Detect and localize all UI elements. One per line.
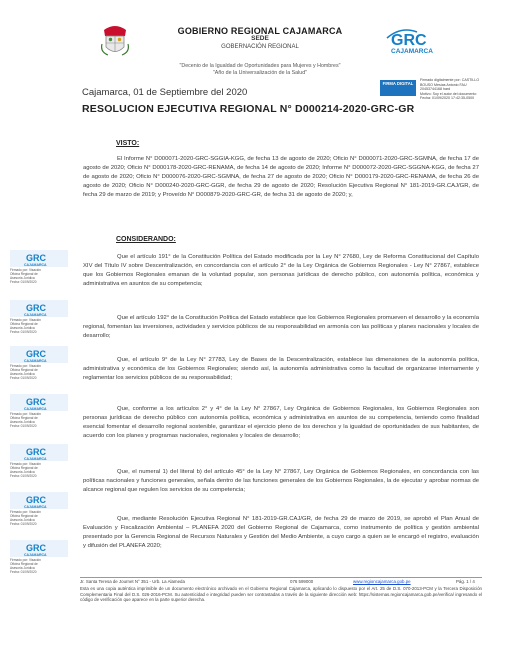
svg-text:GRC: GRC	[26, 303, 46, 313]
visa-stamp	[10, 444, 68, 478]
svg-text:GRC: GRC	[26, 397, 46, 407]
year-line-1: "Decenio de la Igualdad de Oportunidades para Mujeres y Hombres"	[179, 63, 341, 69]
visto-paragraph	[83, 155, 479, 200]
visa-stamp	[10, 492, 68, 526]
paragraph	[83, 468, 479, 495]
svg-text:CAJAMARCA: CAJAMARCA	[24, 553, 47, 557]
paragraph	[83, 405, 479, 441]
year-line-2: "Año de la Universalización de la Salud"	[212, 70, 308, 76]
paragraph-text: Que, el numeral 1) del literal b) del artículo 45° de la Ley N° 27867, Ley Orgánica de Gobiernos Regionales, en concordancia con las políticas nacionales y funciones generales, señala dentro de las funciones generales de los Gobiernos Regionales, la de ejecutar y aprobar normas de alcance regional que regulen los servicios de su competencia;	[83, 469, 479, 493]
stamp-text: Firmado por: Visación Oficina Regional de Asesoría Jurídica Fecha: 01/09/2020	[10, 364, 41, 380]
svg-text:CAJAMARCA: CAJAMARCA	[24, 263, 47, 267]
grc-stamp-logo	[10, 300, 68, 317]
signature-line: BOUSO Mesías Antonio FAU	[420, 82, 467, 87]
grc-stamp-logo	[10, 346, 68, 363]
paragraph	[83, 253, 479, 289]
grc-stamp-logo	[10, 394, 68, 411]
visa-stamp	[10, 540, 68, 574]
grc-stamp-logo	[10, 492, 68, 509]
grc-stamp-logo	[10, 540, 68, 557]
svg-text:CAJAMARCA: CAJAMARCA	[24, 505, 47, 509]
visto-heading: VISTO:	[116, 140, 140, 147]
grc-stamp-logo	[10, 444, 68, 461]
footer-authenticity-note: Esta es una copia auténtica imprimible de un documento electrónico archivado en el Gobierno Regional Cajamarca, aplicando lo dispuesto por el Art. 25 de D.S. 070-2013-PCM y la Tercera Disposición Complementaria Final del D.S. 026-2016-PCM. Su autenticidad e integridad pueden ser contrastadas a través de la siguiente dirección web: https://sistemas.regioncajamarca.gob.pe/verifica/ ingresando el código de verificación que aparece en la parte superior derecha.	[80, 586, 482, 603]
svg-text:CAJAMARCA: CAJAMARCA	[24, 457, 47, 461]
org-sub2: GOBERNACIÓN REGIONAL	[221, 44, 299, 50]
footer-page-number: Pág. 1 / 4	[456, 579, 475, 584]
stamp-text: Firmado por: Visación Oficina Regional de Asesoría Jurídica Fecha: 01/09/2020	[10, 268, 41, 284]
svg-text:GRC: GRC	[26, 495, 46, 505]
visa-stamp	[10, 250, 68, 284]
place-date: Cajamarca, 01 de Septiembre del 2020	[82, 87, 248, 98]
stamp-text: Firmado por: Visación Oficina Regional de Asesoría Jurídica Fecha: 01/09/2020	[10, 318, 41, 334]
stamp-text: Firmado por: Visación Oficina Regional de Asesoría Jurídica Fecha: 01/09/2020	[10, 412, 41, 428]
footer-divider	[80, 577, 482, 578]
stamp-text: Firmado por: Visación Oficina Regional de Asesoría Jurídica Fecha: 01/09/2020	[10, 558, 41, 574]
svg-text:GRC: GRC	[26, 349, 46, 359]
svg-text:CAJAMARCA: CAJAMARCA	[24, 359, 47, 363]
svg-text:GRC: GRC	[26, 447, 46, 457]
paragraph-text: Que el artículo 192° de la Constitución Política del Estado establece que los Gobiernos Regionales promueven el desarrollo y la economía regional, fomentan las inversiones, actividades y servicios públicos de su responsabilidad en armonía con las políticas y planes nacionales y locales de desarrollo;	[83, 315, 479, 339]
svg-text:CAJAMARCA: CAJAMARCA	[24, 313, 47, 317]
org-name: GOBIERNO REGIONAL CAJAMARCA	[177, 26, 343, 36]
paragraph-text: Que, conforme a los artículos 2° y 4° de la Ley N° 27867, Ley Orgánica de Gobiernos Regionales, los Gobiernos Regionales son personas jurídicas de derecho público con autonomía política, económica y administrativa en asuntos de su competencia, teniendo como finalidad esencial fomentar el desarrollo regional sostenible, garantizar el ejercicio pleno de los derechos y la igualdad de oportunidades de sus habitantes, de acuerdo con los planes y programas nacionales, regionales y locales de desarrollo;	[83, 406, 479, 439]
signature-line: Firmado digitalmente por: CASTILLO	[420, 78, 480, 82]
year-motto	[140, 63, 380, 77]
paragraph	[83, 356, 479, 383]
digital-signature-badge: FIRMA DIGITAL	[380, 80, 416, 96]
considerando-heading: CONSIDERANDO:	[116, 236, 176, 243]
signature-line: Motivo: Soy el autor del documento	[420, 91, 477, 96]
grc-logo	[381, 24, 447, 56]
visa-stamp	[10, 394, 68, 428]
signature-line: Fecha: 01/09/2020 17:42:35-0500	[420, 96, 475, 100]
footer-address: Jr. Santa Teresa de Journet N° 351 - Urb. La Alameda	[80, 579, 185, 584]
signature-line: 20453744168 hard	[420, 87, 451, 91]
paragraph-text: Que el artículo 191° de la Constitución Política del Estado modificada por la Ley N° 27680, Ley de Reforma Constitucional del Capítulo XIV del Título IV sobre Descentralización, en concordancia con el artículo 2° de la Ley Orgánica de Gobiernos Regionales - Ley N° 27867, establece que los Gobiernos Regionales emanan de la voluntad popular, son personas jurídicas de derecho público, con autonomía política, económica y administrativa en asuntos de su competencia;	[83, 254, 479, 287]
stamp-text: Firmado por: Visación Oficina Regional de Asesoría Jurídica Fecha: 01/09/2020	[10, 462, 41, 478]
paragraph-text: Que, mediante Resolución Ejecutiva Regional N° 181-2019-GR.CAJ/GR, de fecha 29 de marzo de 2019, se aprobó el Plan Anual de Evaluación y Fiscalización Ambiental – PLANEFA 2020 del Gobierno Regional de Cajamarca, como instrumento de política y gestión ambiental presentado por la Gerencia Regional de Recursos Naturales y Gestión del Medio Ambiente, a cuyo cargo a quien se le encargó el registro, evaluación y difusión del PLANEFA 2020;	[83, 516, 479, 549]
svg-text:CAJAMARCA: CAJAMARCA	[24, 407, 47, 411]
visa-stamp	[10, 346, 68, 380]
svg-text:GRC: GRC	[26, 543, 46, 553]
org-sub: SEDE	[251, 35, 269, 42]
digital-signature-details	[420, 78, 488, 101]
header-text	[150, 27, 370, 51]
visto-text: El Informe N° D000071-2020-GRC-SGGIA-KGG, de fecha 13 de agosto de 2020; Oficio N° D000071-2020-GRC-SGMNA, de fecha 17 de agosto de 2020; Oficio N° D000178-2020-GRC-RENAMA, de fecha 14 de agosto de 2020; Informe N° D000072-2020-GRC-SGGNA-KGG, de fecha 27 de agosto de 2020; Oficio N° D000076-2020-GRC-SGMNA, de fecha 27 de agosto de 2020; Oficio N° D000179-2020-GRC-RENAMA, de fecha 26 de agosto de 2020; Oficio N° D000240-2020-GRC-GGR, de fecha 29 de agosto de 2020; Resolución Ejecutiva Regional N° 181-2019-GR.CAJ/GR, de fecha 29 de marzo de 2019; y Proveído N° D000879-2020-GRC-GR, de fecha 31 de agosto de 2020; y,	[83, 156, 479, 198]
grc-logo-sub: CAJAMARCA	[391, 48, 433, 55]
stamp-text: Firmado por: Visación Oficina Regional de Asesoría Jurídica Fecha: 01/09/2020	[10, 510, 41, 526]
paragraph	[83, 515, 479, 551]
grc-logo-text: GRC	[391, 32, 427, 49]
footer-website-link[interactable]: www.regioncajamarca.gob.pe	[353, 579, 411, 584]
footer-phone: 076 599000	[290, 579, 314, 584]
paragraph	[83, 314, 479, 341]
svg-text:GRC: GRC	[26, 253, 46, 263]
grc-stamp-logo	[10, 250, 68, 267]
paragraph-text: Que, el artículo 9° de la Ley N° 27783, Ley de Bases de la Descentralización, establece las dimensiones de la autonomía política, administrativa y económica de los Gobiernos Regionales; siendo así, la autonomía administrativa como la facultad de organizarse internamente y reglamentar los servicios públicos de su responsabilidad;	[83, 357, 479, 381]
coat-of-arms-icon	[100, 22, 130, 58]
resolution-title: RESOLUCION EJECUTIVA REGIONAL N° D000214-2020-GRC-GR	[82, 103, 415, 115]
visa-stamp	[10, 300, 68, 334]
